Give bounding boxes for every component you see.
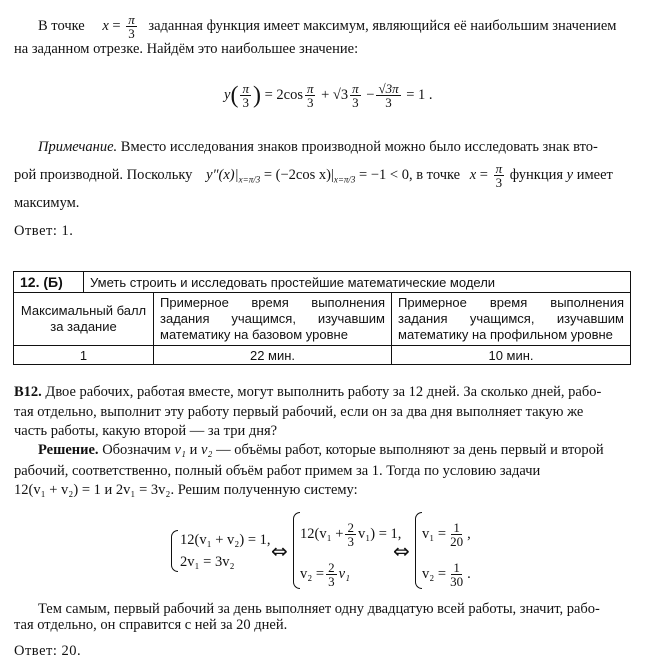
problem-line3: часть работы, какую второй — за три дня?: [14, 423, 278, 439]
comma: ,: [467, 525, 471, 542]
problem-line1: [14, 383, 601, 401]
text: и: [189, 442, 198, 458]
fraction-2-3: [345, 521, 356, 548]
brace: [293, 512, 300, 589]
den: 3: [306, 95, 314, 110]
para1-line2: на заданном отрезке. Найдём это наибольшее значение:: [14, 41, 359, 57]
fraction: [305, 82, 316, 109]
x-var: x: [469, 166, 477, 183]
text: . Решим полученную систему:: [170, 482, 358, 498]
num: 2: [328, 560, 335, 575]
solution-label: Решение.: [38, 442, 99, 458]
text: — объёмы работ, которые выполняют за день первый и второй: [216, 442, 604, 458]
den: 3: [347, 534, 354, 549]
den: 20: [450, 534, 464, 549]
fraction: [350, 82, 361, 109]
y-var: y: [224, 86, 231, 103]
num: π: [306, 81, 314, 96]
text: Двое рабочих, работая вместе, могут выполнить работу за 12 дней. За сколько дней, рабо-: [45, 384, 602, 400]
solution-line1: [38, 441, 604, 459]
header-time-base: Примерное время выполнения задания учащимся, изучавшим математику на базовом уровне: [154, 293, 392, 345]
value-max-score: 1: [14, 346, 154, 364]
sys2-eq2: [300, 561, 350, 588]
num: 1: [453, 560, 460, 575]
note-line3: максимум.: [14, 195, 80, 211]
sub: x=π/3: [238, 174, 261, 185]
num: 1: [453, 520, 460, 535]
num: π: [128, 12, 135, 27]
conclusion-line2: тая отдельно, он справится с ней за 20 дней.: [14, 617, 288, 633]
minus: −: [366, 86, 375, 103]
answer-1: Ответ: 1.: [14, 223, 74, 239]
table-row: [14, 346, 630, 364]
text: 12(v₁ +: [300, 525, 344, 542]
problem-line2: тая отдельно, выполнит эту работу первый рабочий, если он за два дня выполняет такую же: [14, 404, 584, 420]
equivalence-arrow: ⇔: [271, 539, 288, 563]
sys3-eq1: [422, 521, 471, 548]
conclusion-line1: Тем самым, первый рабочий за день выполняет одну двадцатую всей работы, значит, рабо-: [38, 601, 600, 617]
text: заданная функция имеет максимум, являющийся её наибольшим значением: [148, 17, 617, 34]
task-spec-table: [13, 271, 631, 365]
den: 3: [385, 95, 392, 110]
problem-label: B12.: [14, 384, 42, 400]
note-line2: рой производной. Поскольку $y''(x)|_{x=\pi/3} = (-2\cos$ $x)|_{x=\pi/3} = -1 < 0$, в точке x = $\frac{\pi}{3}$ функция y имеет: [14, 161, 613, 190]
v1: v₁: [338, 565, 351, 582]
val: = −1 < 0: [359, 166, 409, 183]
text: функция: [509, 166, 564, 183]
eq: = 2cos: [264, 86, 303, 103]
fraction-pi-3: [126, 13, 137, 40]
text: и: [104, 482, 113, 498]
sys1-eq1: 12(v₁ + v₂) = 1,: [180, 532, 271, 548]
fraction: [240, 82, 251, 109]
table-title-row: [14, 272, 630, 293]
header-max-score: Максимальный балл за задание: [14, 293, 154, 345]
den: 3: [352, 95, 359, 110]
text: имеет: [576, 166, 613, 183]
den: 3: [495, 175, 503, 190]
v2: v₂: [200, 442, 213, 458]
fraction-1-30: [448, 561, 465, 588]
text: v₂ =: [300, 565, 325, 582]
note-line1: [38, 138, 598, 156]
header-time-profile: Примерное время выполнения задания учащимся, изучавшим математику на профильном уровне: [398, 295, 624, 342]
text: Обозначим: [102, 442, 171, 458]
text: , в точке: [408, 166, 461, 183]
note-label: Примечание.: [38, 139, 118, 155]
sys1-eq2: 2v₁ = 3v₂: [180, 554, 235, 570]
value-time-base: 22 мин.: [154, 346, 392, 364]
num: 2: [347, 520, 354, 535]
task-title: Уметь строить и исследовать простейшие математические модели: [90, 275, 496, 290]
num: π: [352, 81, 359, 96]
y-var: y: [566, 166, 574, 183]
brace: [171, 530, 178, 572]
text: рой производной. Поскольку: [14, 166, 193, 183]
sys3-eq2: [422, 561, 471, 588]
answer-2: Ответ: 20.: [14, 643, 82, 659]
solution-line2: рабочий, соответственно, полный объём работ примем за 1. Тогда по условию задачи: [14, 463, 541, 479]
formula-max-value: y( $\frac{\pi}{3}$ ) = 2cos $\frac{\pi}{3}$ + √3 $\frac{\pi}{3}$ − $\frac{√3\pi}{3}$ = 1 .: [224, 81, 433, 110]
brace: [415, 512, 422, 589]
fraction: [494, 162, 505, 189]
text: v₁ =: [422, 525, 447, 542]
text: Вместо исследования знаков производной можно было исследовать знак вто-: [120, 139, 598, 155]
plus: + √3: [321, 86, 349, 103]
result: = 1 .: [406, 86, 433, 103]
value-time-profile: 10 мин.: [488, 348, 534, 363]
num: √3π: [378, 81, 399, 96]
fraction-1-20: [448, 521, 465, 548]
num: π: [495, 161, 503, 176]
den: 30: [450, 574, 464, 589]
eq: 2v₁ = 3v₂: [115, 482, 171, 498]
eq: 12(v₁ + v₂) = 1: [14, 482, 101, 498]
v1: v₁: [174, 442, 186, 458]
deriv: y″(x)|: [206, 166, 239, 183]
equivalence-arrow: ⇔: [393, 539, 410, 563]
text: v₂ =: [422, 565, 447, 582]
x-var: x: [102, 17, 109, 34]
sys2-eq1: [300, 521, 401, 548]
den: 3: [242, 95, 249, 110]
solution-line3: [14, 481, 358, 499]
task-number: 12. (Б): [14, 272, 84, 292]
den: 3: [128, 26, 135, 41]
table-header-row: [14, 293, 630, 346]
eq: = (−2cos x)|: [263, 166, 334, 183]
text: В точке: [38, 17, 85, 34]
den: 3: [328, 574, 335, 589]
sub: x=π/3: [333, 174, 356, 185]
num: π: [242, 81, 249, 96]
dot: .: [467, 565, 471, 582]
fraction: [376, 82, 400, 109]
fraction-2-3: [326, 561, 337, 588]
para1-line1: В точке x = $\frac{\pi}{3}$ заданная функция имеет максимум, являющийся её наибольшим значением: [38, 12, 617, 41]
text: v₁) = 1,: [357, 525, 402, 542]
